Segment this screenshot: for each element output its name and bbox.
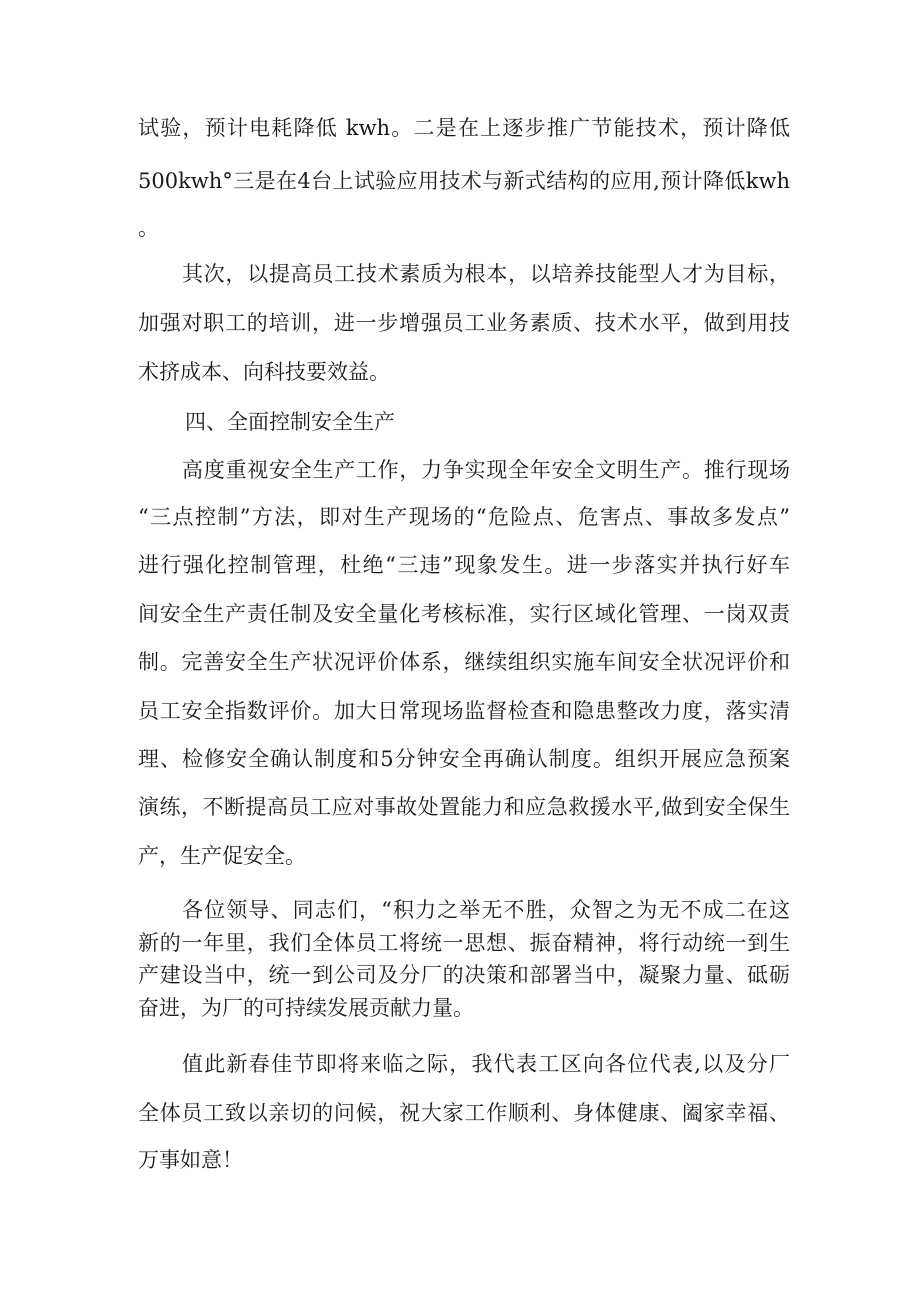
paragraph-line: 进行强化控制管理，杜绝“三违”现象发生。进一步落实并执行好车: [138, 553, 790, 577]
paragraph-line: 奋进，为厂的可持续发展贡献力量。: [138, 996, 474, 1020]
paragraph-line: 值此新春佳节即将来临之际，我代表工区向各位代表,以及分厂: [182, 1052, 790, 1076]
paragraph-line: 制。完善安全生产状况评价体系，继续组织实施车间安全状况评价和: [138, 650, 790, 674]
paragraph-line: 产，生产促安全。: [138, 844, 306, 868]
paragraph-line: 。: [138, 216, 159, 240]
paragraph-line: 其次，以提高员工技术素质为根本，以培养技能型人才为目标，: [182, 262, 790, 286]
paragraph-line: 术挤成本、向科技要效益。: [138, 360, 390, 384]
paragraph-line: 加强对职工的培训，进一步增强员工业务素质、技术水平，做到用技: [138, 311, 790, 335]
paragraph-line: 员工安全指数评价。加大日常现场监督检查和隐患整改力度，落实清: [138, 699, 790, 723]
paragraph-line: 间安全生产责任制及安全量化考核标准，实行区域化管理、一岗双责: [138, 602, 790, 626]
paragraph-line: 演练，不断提高员工应对事故处置能力和应急救援水平,做到安全保生: [138, 795, 790, 819]
paragraph-line: 各位领导、同志们，“积力之举无不胜，众智之为无不成二在这: [182, 898, 790, 922]
paragraph-line: 理、检修安全确认制度和5分钟安全再确认制度。组织开展应急预案: [138, 747, 790, 771]
paragraph-line: 500kwh°三是在4台上试验应用技术与新式结构的应用,预计降低kwh: [138, 169, 790, 193]
paragraph-line: 新的一年里，我们全体员工将统一思想、振奋精神，将行动统一到生: [138, 931, 790, 955]
section-heading: 四、全面控制安全生产: [185, 410, 395, 434]
paragraph-line: 万事如意！: [138, 1148, 243, 1172]
paragraph-line: 试验，预计电耗降低 kwh。二是在上逐步推广节能技术，预计降低: [138, 116, 790, 140]
paragraph-line: “三点控制”方法，即对生产现场的“危险点、危害点、事故多发点”: [138, 505, 790, 529]
paragraph-line: 高度重视安全生产工作，力争实现全年安全文明生产。推行现场: [182, 458, 790, 482]
paragraph-line: 产建设当中，统一到公司及分厂的决策和部署当中，凝聚力量、砥砺: [138, 963, 790, 987]
paragraph-line: 全体员工致以亲切的问候，祝大家工作顺利、身体健康、阖家幸福、: [138, 1101, 790, 1125]
